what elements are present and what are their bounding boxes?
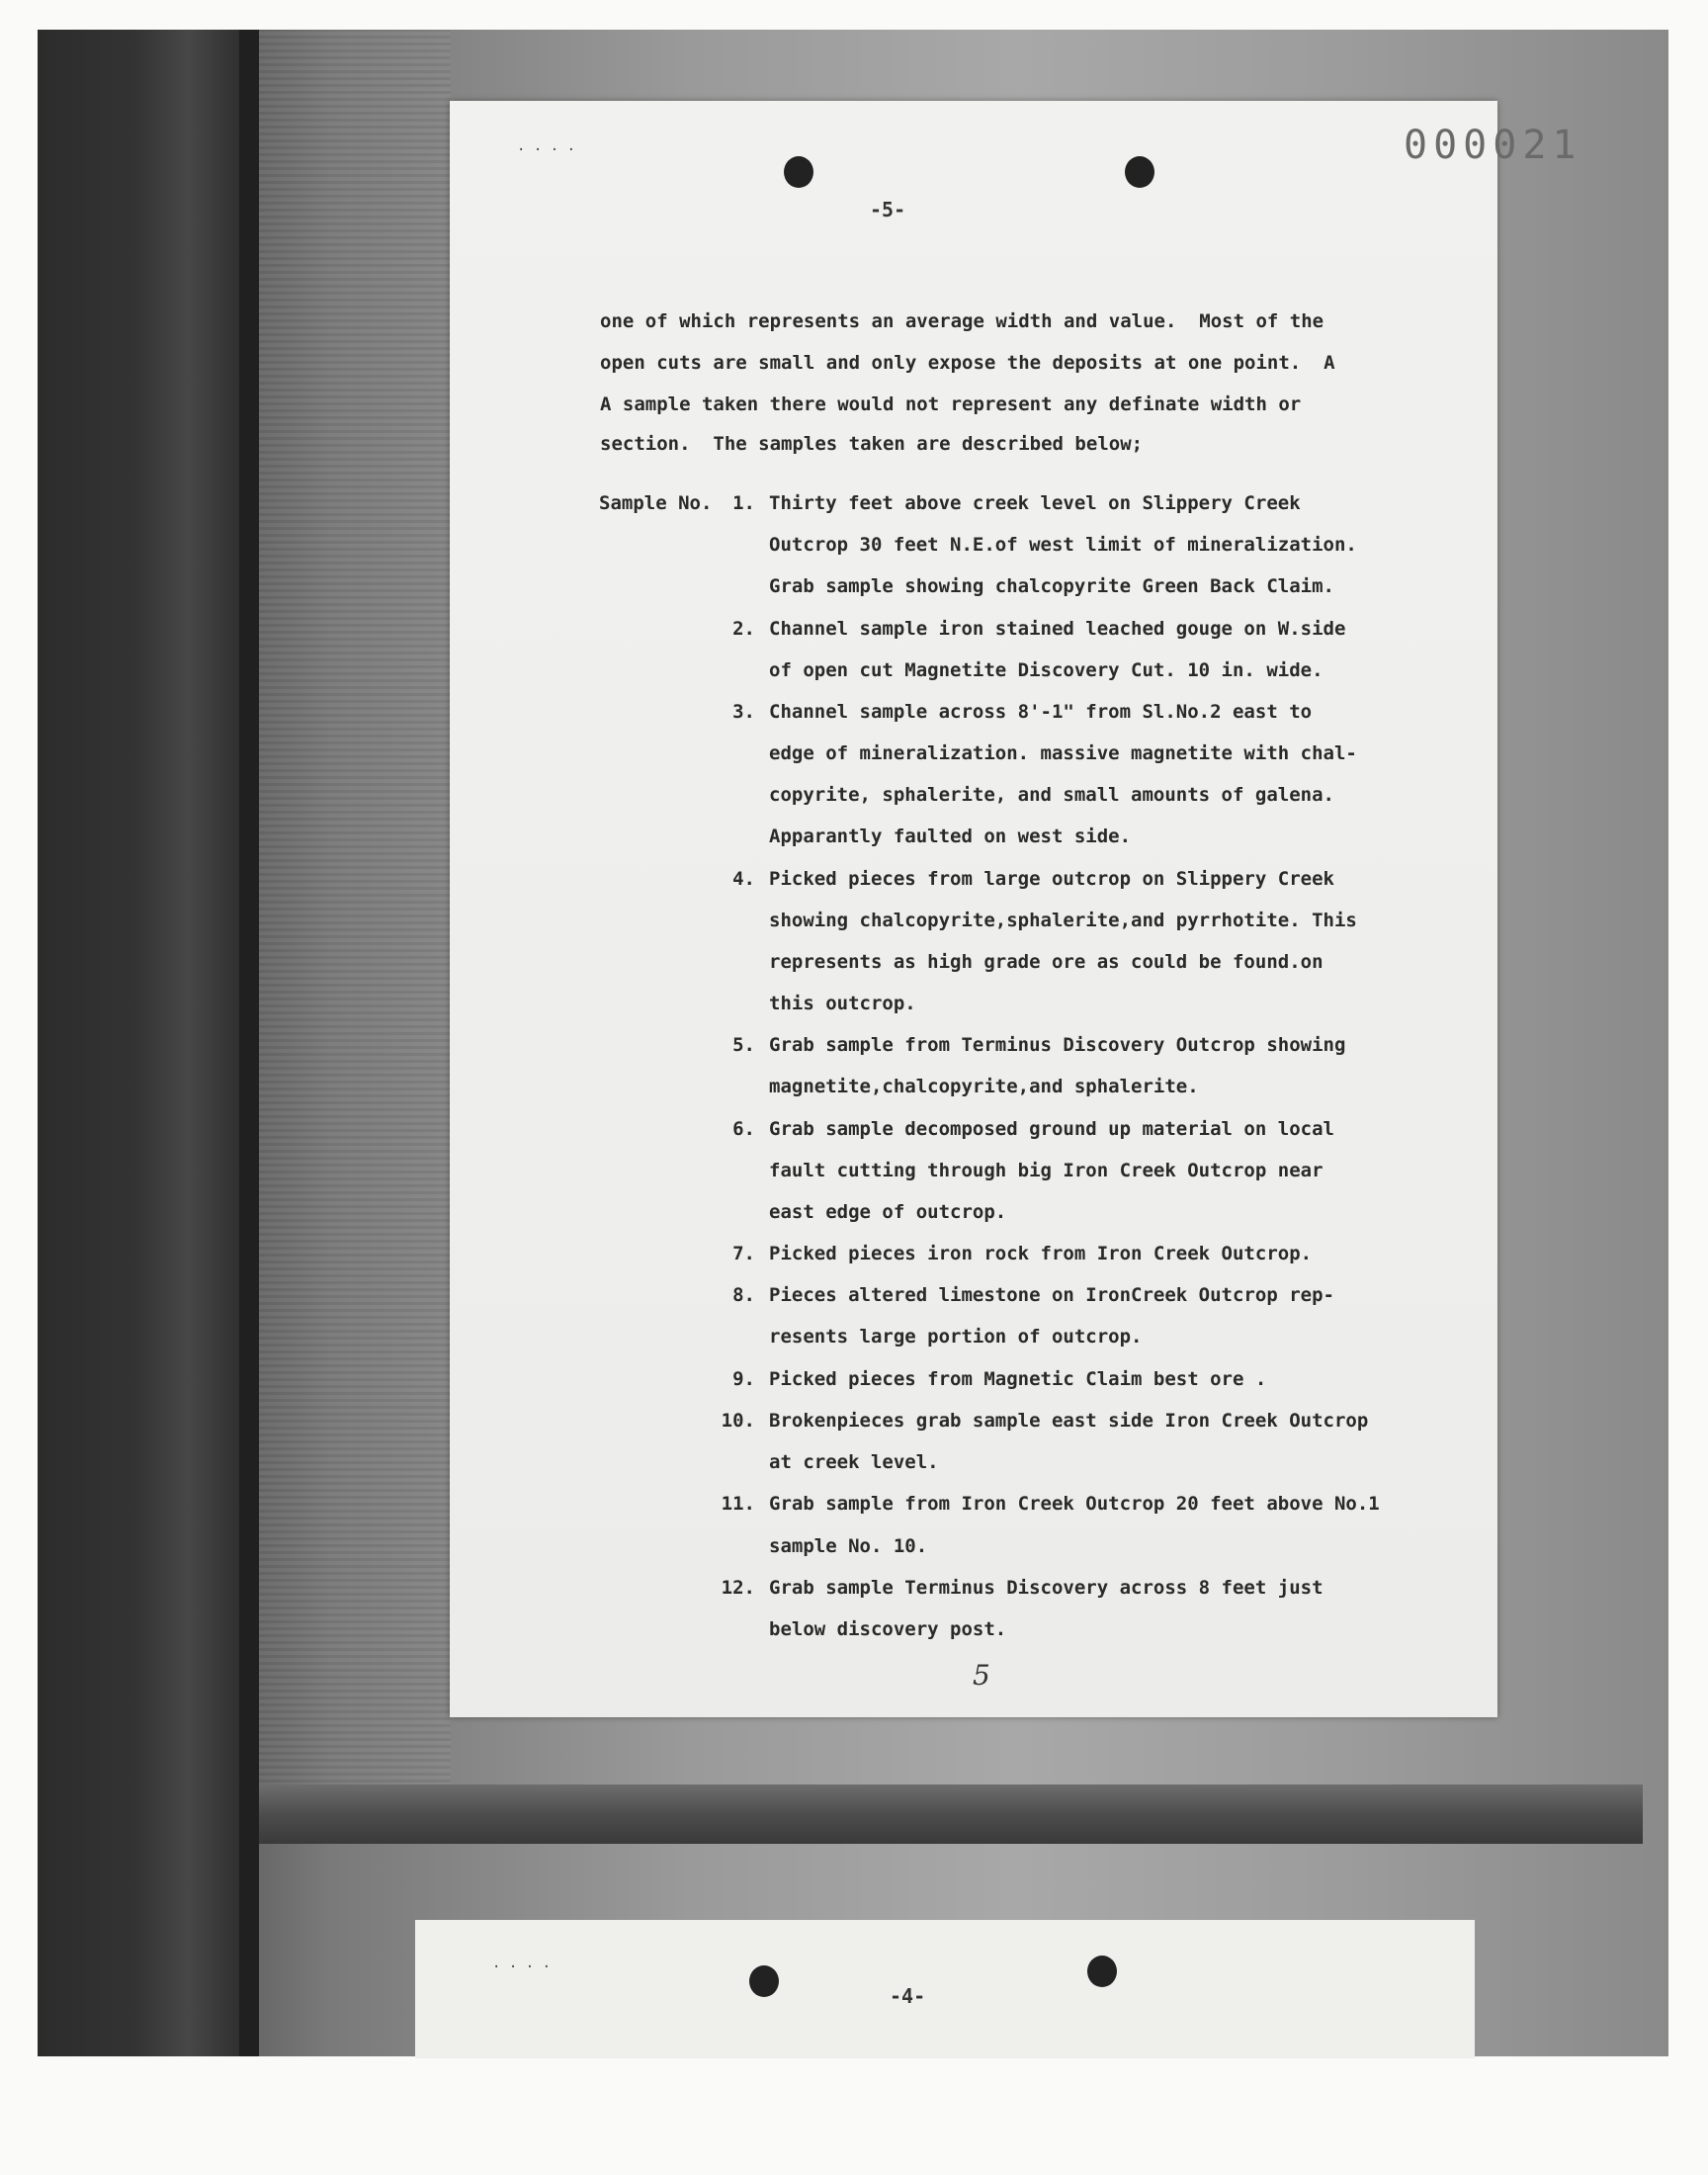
sample-text-line: showing chalcopyrite,sphalerite,and pyrrhotite. This: [769, 909, 1357, 931]
intro-line: section. The samples taken are described below;: [600, 433, 1144, 455]
sample-number: 2.: [732, 617, 755, 640]
decorative-dots: · · · ·: [492, 1959, 552, 1975]
sample-text-line: east edge of outcrop.: [769, 1200, 1007, 1223]
sample-text-line: this outcrop.: [769, 992, 916, 1014]
sample-number: 10.: [721, 1410, 755, 1432]
sample-label: Sample No.: [599, 492, 713, 514]
intro-line: one of which represents an average width and value. Most of the: [600, 310, 1324, 332]
sample-text-line: Picked pieces iron rock from Iron Creek Outcrop.: [769, 1243, 1313, 1264]
punch-hole-icon: [749, 1965, 779, 1997]
decorative-dots: · · · ·: [517, 142, 576, 158]
sample-number: 9.: [732, 1367, 755, 1390]
bottom-page-number: -4-: [890, 1984, 926, 2008]
intro-line: A sample taken there would not represent any definate width or: [600, 393, 1302, 415]
sample-text-line: Thirty feet above creek level on Slippery Creek: [769, 492, 1301, 514]
document-number: 000021: [1404, 123, 1582, 168]
sample-number: 3.: [732, 700, 755, 723]
sample-text-line: Channel sample across 8'-1" from Sl.No.2 east to: [769, 700, 1313, 723]
sample-text-line: Grab sample Terminus Discovery across 8 feet just: [769, 1576, 1324, 1599]
sample-number: 12.: [721, 1576, 755, 1599]
sample-text-line: magnetite,chalcopyrite,and sphalerite.: [769, 1076, 1199, 1098]
sample-text-line: at creek level.: [769, 1451, 939, 1474]
sample-text-line: sample No. 10.: [769, 1534, 928, 1557]
sample-number: 1.: [732, 492, 755, 514]
sample-number: 4.: [732, 867, 755, 890]
sample-text-line: Brokenpieces grab sample east side Iron Creek Outcrop: [769, 1410, 1369, 1432]
intro-line: open cuts are small and only expose the deposits at one point. A: [600, 352, 1335, 374]
sample-text-line: copyrite, sphalerite, and small amounts of galena.: [769, 784, 1334, 807]
sample-text-line: fault cutting through big Iron Creek Outcrop near: [769, 1159, 1324, 1181]
sample-text-line: edge of mineralization. massive magnetite with chal-: [769, 742, 1357, 764]
sample-number: 11.: [721, 1493, 755, 1516]
sample-text-line: resents large portion of outcrop.: [769, 1326, 1143, 1348]
sample-text-line: Outcrop 30 feet N.E.of west limit of mineralization.: [769, 534, 1357, 557]
frame-divider: [259, 1784, 1643, 1844]
sample-text-line: Grab sample from Terminus Discovery Outcrop showing: [769, 1034, 1346, 1057]
sample-number: 8.: [732, 1284, 755, 1307]
sample-number: 6.: [732, 1117, 755, 1140]
sample-text-line: Channel sample iron stained leached gouge on W.side: [769, 617, 1346, 640]
sample-text-line: of open cut Magnetite Discovery Cut. 10 in. wide.: [769, 658, 1324, 681]
sample-number: 7.: [732, 1243, 755, 1264]
film-edge-band: [38, 30, 253, 2056]
sample-text-line: Grab sample from Iron Creek Outcrop 20 feet above No.1: [769, 1493, 1380, 1516]
sample-number: 5.: [732, 1034, 755, 1057]
handwritten-page-mark: 5: [973, 1659, 990, 1692]
punch-hole-icon: [784, 156, 813, 188]
page-number: -5-: [870, 198, 906, 221]
sample-text-line: below discovery post.: [769, 1617, 1007, 1640]
sample-text-line: Apparantly faulted on west side.: [769, 826, 1132, 848]
punch-hole-icon: [1125, 156, 1154, 188]
film-grain: [253, 30, 451, 1789]
sample-text-line: Pieces altered limestone on IronCreek Outcrop rep-: [769, 1284, 1334, 1307]
next-page-sheet: [415, 1920, 1475, 2058]
sample-text-line: Grab sample decomposed ground up material on local: [769, 1117, 1334, 1140]
punch-hole-icon: [1087, 1956, 1117, 1987]
sample-text-line: Picked pieces from Magnetic Claim best ore .: [769, 1367, 1267, 1390]
sample-text-line: Grab sample showing chalcopyrite Green Back Claim.: [769, 575, 1334, 598]
sample-text-line: Picked pieces from large outcrop on Slippery Creek: [769, 867, 1334, 890]
film-edge-stripe: [239, 30, 259, 2056]
sample-text-line: represents as high grade ore as could be found.on: [769, 950, 1324, 973]
